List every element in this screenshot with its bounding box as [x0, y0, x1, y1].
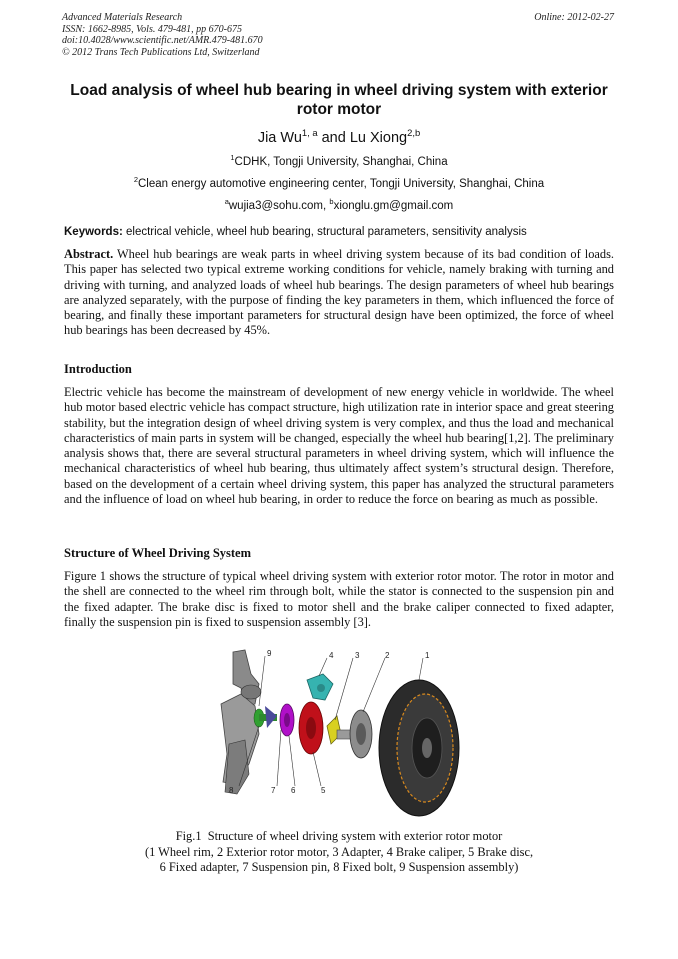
authors — [62, 127, 616, 146]
author-joiner: and — [317, 130, 350, 146]
copyright-line: © 2012 Trans Tech Publications Ltd, Switzerland — [62, 46, 260, 58]
figure-label-6: 6 — [291, 786, 296, 795]
affiliation-2-sup: 2 — [133, 175, 138, 185]
suspension-pin-drawing — [254, 706, 277, 728]
structure-heading: Structure of Wheel Driving System — [64, 546, 252, 560]
fixed-adapter-drawing — [280, 704, 294, 736]
issn-line: ISSN: 1662-8985, Vols. 479-481, pp 670-675 — [62, 23, 242, 35]
caption-line-2: (1 Wheel rim, 2 Exterior rotor motor, 3 Adapter, 4 Brake caliper, 5 Brake disc, — [144, 844, 534, 859]
author-2: Lu Xiong — [349, 130, 408, 146]
structure-text: Figure 1 shows the structure of typical wheel driving system with exterior rotor motor. The rotor in motor and the shell are connected to the wheel rim through bolt, while the stator is connected to the suspension pin and the fixed adapter. The brake disc is fixed to motor shell and the brake caliper connected to fixed adapter, finally the suspension pin is fixed to suspension assembly [3]. — [64, 569, 614, 629]
brake-disc-drawing — [299, 702, 323, 754]
wheel-driving-system-illustration — [215, 644, 465, 834]
rotor-motor-drawing — [337, 710, 372, 758]
email-1: wujia3@sohu.com, — [228, 200, 330, 212]
online-date: Online: 2012-02-27 — [534, 12, 614, 23]
figure-label-1: 1 — [425, 651, 430, 660]
caption-line-3: 6 Fixed adapter, 7 Suspension pin, 8 Fixed bolt, 9 Suspension assembly) — [159, 860, 519, 874]
abstract-text: Wheel hub bearings are weak parts in wheel driving system because of its bad condition of loads. This paper has selected two typical extreme working conditions for vehicle, namely braking with turning and driving with turning, and analyzed loads of wheel hub bearings. The design parameters of wheel hub bearings are analyzed separately, with the purpose of finding the key parameters in them, which influenced the force of bearing, and finally these important parameters for structural design have been optimized, the force of wheel hub bearings has been decreased by 45%. — [64, 247, 614, 338]
email-2-sup: b — [329, 197, 334, 207]
figure-label-9: 9 — [267, 649, 272, 658]
doi-line: doi:10.4028/www.scientific.net/AMR.479-481.670 — [62, 35, 263, 46]
affiliation-1-text: CDHK, Tongji University, Shanghai, China — [234, 156, 448, 168]
email-2: xionglu.gm@gmail.com — [333, 200, 454, 212]
abstract — [64, 247, 614, 339]
figure-label-2: 2 — [385, 651, 390, 660]
email-1-sup: a — [224, 197, 229, 207]
keywords-text: electrical vehicle, wheel hub bearing, structural parameters, sensitivity analysis — [122, 226, 527, 238]
paper-title: Load analysis of wheel hub bearing in wheel driving system with exterior rotor motor — [70, 82, 608, 118]
figure-label-5: 5 — [321, 786, 326, 795]
brake-caliper-drawing — [307, 674, 333, 700]
affiliation-2-text: Clean energy automotive engineering center, Tongji University, Shanghai, China — [138, 178, 545, 190]
author-2-sup: 2,b — [407, 127, 421, 139]
abstract-label: Abstract. — [64, 247, 114, 261]
figure-label-4: 4 — [329, 651, 334, 660]
figure-label-3: 3 — [355, 651, 360, 660]
affiliation-2 — [62, 175, 616, 190]
author-1: Jia Wu — [257, 130, 302, 146]
figure-label-8: 8 — [229, 786, 234, 795]
figure-1-caption — [62, 829, 616, 876]
introduction-text: Electric vehicle has become the mainstream of development of new energy vehicle in worldwide. The wheel hub motor based electric vehicle has compact structure, high utilization rate in interior space and great steering stability, but the integration design of wheel driving system is very complex, and thus the load and mechanical characteristics of main parts in system will be changed, especially the wheel hub bearing[1,2]. The preliminary analysis shows that, there are several structural parameters in wheel driving system, which will influence the mechanical characteristics of wheel hub bearing, thus ultimately affect system’s structural design. Therefore, based on the development of a certain wheel driving system, this paper has analyzed the structural parameters and the influence of load on wheel hub bearing, in order to reduce the force on bearing as much as possible. — [64, 385, 614, 507]
caption-line-1: Fig.1 Structure of wheel driving system with exterior rotor motor — [175, 829, 503, 843]
emails — [62, 197, 616, 212]
figure-label-7: 7 — [271, 786, 276, 795]
journal-name: Advanced Materials Research — [62, 12, 183, 23]
keywords — [64, 226, 616, 238]
affiliation-1 — [62, 153, 616, 168]
wheel-rim-drawing — [379, 680, 459, 816]
journal-header — [62, 12, 263, 58]
author-1-sup: 1, a — [301, 127, 318, 139]
keywords-label: Keywords: — [64, 226, 123, 238]
introduction-heading: Introduction — [64, 362, 132, 376]
figure-1 — [215, 644, 465, 834]
affiliation-1-sup: 1 — [230, 153, 235, 163]
